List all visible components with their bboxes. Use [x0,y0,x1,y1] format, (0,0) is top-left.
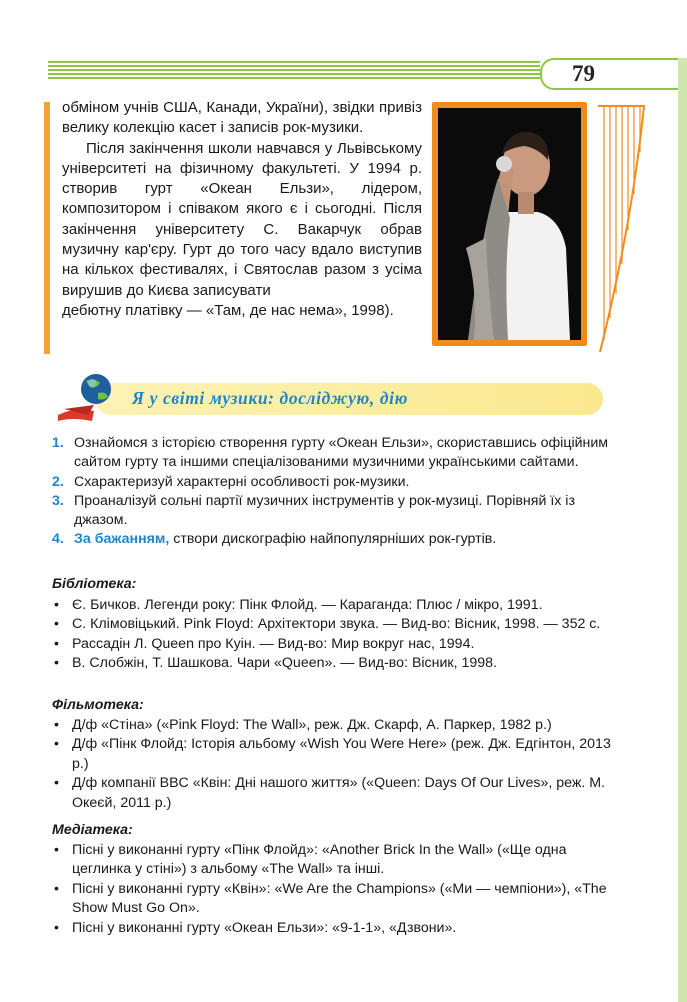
list-item: • Рассадін Л. Queen про Куін. — Вид-во: Мир вокруг нас, 1994. [54,635,475,652]
list-item: • Пісні у виконанні гурту «Квін»: «We Are the Champions» («Ми — чемпіони»), «The Show Must Go On». [54,880,607,917]
task-number: 1. [52,435,64,451]
intro-paragraph-2: Після закінчення школи навчався у Львівському університеті на фізичному факультеті. У 1994 р. створив гурт «Океан Ельзи», лідером, композитором і співаком якого є і сьогодні. Після закінчення університету С. Вакарчук обрав музичну кар'єру. Гурт до того часу вдало виступив на кількох фестивалях, і Святослав разом з усіма вирушив до Києва записувати [62,139,422,299]
task-number: 4. [52,531,64,548]
singer-photo [438,108,581,340]
task-number: 2. [52,473,64,490]
library-list [52,596,612,674]
library-title: Бібліотека: [52,576,137,592]
task-text: Ознайомся з історією створення гурту «Океан Ельзи», скориставшись офіційним сайтом гурту та іншими спеціалізованими музичними українськими сайтами. [74,435,609,471]
films-list [52,716,612,813]
task-text: Схарактеризуй характерні особливості рок-музики. [74,473,410,490]
globe-icon [54,371,126,423]
intro-margin-bar [44,102,50,354]
list-item: • С. Клімовіцький. Pink Floyd: Архітектори звука. — Вид-во: Вісник, 1998. — 352 с. [54,616,601,633]
page-number-tab [540,58,682,90]
list-item: • Пісні у виконанні гурту «Пінк Флойд»: «Another Brick In the Wall» («Ще одна цеглинка у стіні») з альбому «The Wall» та інші. [54,842,567,878]
list-item: • В. Слобжін, Т. Шашкова. Чари «Queen». — Вид-во: Вісник, 1998. [54,655,498,672]
header-decor-lines [48,61,540,83]
task-text: створи дискографію найпопулярніших рок-гуртів. [169,531,497,548]
task-text: Проаналізуй сольні партії музичних інструментів у рок-музиці. Порівняй їх із джазом. [74,492,575,529]
strings-decoration [596,104,646,354]
section-title: Я у світі музики: досліджую, дію [132,388,408,408]
films-title: Фільмотека: [52,697,144,713]
list-item: • Д/ф «Стіна» («Pink Floyd: The Wall», реж. Дж. Скарф, А. Паркер, 1982 р.) [54,717,552,733]
intro-paragraph-1: обміном учнів США, Канади, України), звідки привіз велику колекцію касет і записів рок-музики. [62,99,422,137]
list-item: • Є. Бичков. Легенди року: Пінк Флойд. — Караганда: Плюс / мікро, 1991. [54,597,543,613]
task-item [52,492,632,531]
task-item [52,434,632,473]
task-highlight: За бажанням, [74,531,170,548]
list-item: • Д/ф компанії BBC «Квін: Дні нашого життя» («Queen: Days Of Our Lives», реж. М. Океєй, 2011 р.) [54,775,605,811]
task-item [52,530,632,549]
intro-text [62,98,422,321]
intro-paragraph-3: дебютну платівку — «Там, де нас нема», 1998). [62,301,394,319]
media-title: Медіатека: [52,822,133,838]
task-number: 3. [52,492,64,509]
media-list [52,841,612,938]
list-item: • Д/ф «Пінк Флойд: Історія альбому «Wish You Were Here» (реж. Дж. Едгінтон, 2013 р.) [54,736,611,772]
task-list [52,434,632,550]
page-number: 79 [572,61,595,86]
page-edge-bar [678,58,687,1002]
photo-frame [432,102,587,346]
task-item [52,473,632,492]
list-item: • Пісні у виконанні гурту «Океан Ельзи»: «9-1-1», «Дзвони». [54,919,457,936]
